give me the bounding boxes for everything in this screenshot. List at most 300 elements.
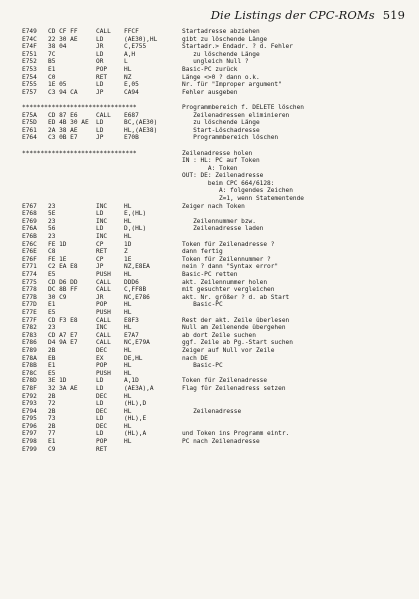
listing-row (22, 134, 407, 142)
listing-row (22, 256, 407, 264)
operand: NZ (124, 73, 132, 81)
listing-row (22, 347, 407, 355)
listing-row (22, 241, 407, 249)
listing-row (22, 225, 407, 233)
comment: Null am Zeilenende übergehen (182, 324, 286, 332)
operand: E7A7 (124, 331, 139, 339)
assembly-listing (22, 28, 407, 453)
address: E782 (22, 324, 37, 332)
hex-bytes: E5 (48, 369, 56, 377)
mnemonic: PUSH (96, 369, 111, 377)
operand: (AE30),HL (124, 35, 158, 43)
address: E793 (22, 400, 37, 408)
listing-row (22, 127, 407, 135)
hex-bytes: 38 04 (48, 43, 67, 51)
listing-row (22, 393, 407, 401)
comment: Programmbereich f. DELETE löschen (182, 103, 305, 111)
listing-row (22, 74, 407, 82)
comment: mit gesuchter vergleichen (182, 286, 275, 294)
hex-bytes: 2B (48, 346, 56, 354)
mnemonic: CALL (96, 111, 111, 119)
mnemonic: POP (96, 301, 108, 309)
listing-row (22, 58, 407, 66)
comment: Token für Zeilennummer ? (182, 255, 271, 263)
address: E774 (22, 271, 37, 278)
hex-bytes: 73 (48, 415, 56, 423)
comment (182, 423, 407, 431)
mnemonic: JP (96, 88, 104, 96)
hex-bytes: D4 9A E7 (48, 339, 78, 347)
operand: NZ,E8EA (124, 263, 150, 271)
listing-row (22, 180, 407, 188)
address: E768 (22, 210, 37, 218)
section-marker: ******************************* (22, 103, 137, 111)
mnemonic: DEC (96, 392, 108, 400)
operand: BC,(AE30) (124, 119, 158, 127)
listing-row (22, 279, 407, 287)
mnemonic: LD (96, 377, 104, 385)
comment: Basic-PC (182, 362, 223, 370)
listing-row (22, 286, 407, 294)
comment: zu löschende Länge (182, 50, 260, 58)
comment: Zeilenadressen eliminieren (182, 111, 290, 119)
listing-row (22, 203, 407, 211)
mnemonic: LD (96, 81, 104, 89)
hex-bytes: 2B (48, 422, 56, 430)
address: E771 (22, 263, 37, 271)
operand: (HL),A (124, 430, 147, 438)
address: E78C (22, 369, 37, 377)
hex-bytes: 3E 1D (48, 377, 67, 385)
mnemonic: LD (96, 384, 104, 392)
mnemonic: LD (96, 400, 104, 408)
listing-row (22, 377, 407, 385)
listing-row (22, 294, 407, 302)
listing-row (22, 339, 407, 347)
mnemonic: LD (96, 35, 104, 43)
comment: ungleich Null ? (182, 58, 249, 66)
address: E795 (22, 415, 37, 423)
comment: zu löschende Länge (182, 119, 260, 127)
hex-bytes: E1 (48, 438, 56, 446)
section-marker (22, 195, 182, 203)
comment: Token für Zeilenadresse ? (182, 240, 275, 248)
hex-bytes: 23 (48, 217, 56, 225)
comment: Länge <>0 ? dann o.k. (182, 73, 260, 81)
hex-bytes: FE 1D (48, 240, 67, 248)
hex-bytes: C8 (48, 248, 56, 256)
comment: OUT: DE: Zeilenadresse (182, 172, 264, 180)
listing-row (22, 43, 407, 51)
operand: D,(HL) (124, 225, 147, 233)
listing-row (22, 150, 407, 158)
address: E775 (22, 278, 37, 286)
section-marker (22, 180, 182, 188)
comment: Startadr.> Endadr. ? d. Fehler (182, 43, 293, 51)
comment (182, 400, 407, 408)
operand: HL (124, 346, 132, 354)
hex-bytes: B5 (48, 58, 56, 66)
mnemonic: CALL (96, 278, 111, 286)
operand: HL (124, 392, 132, 400)
comment: Zeilenadresse (182, 407, 242, 415)
comment: Zeilenadresse laden (182, 225, 264, 233)
operand: (AE3A),A (124, 384, 154, 392)
mnemonic: LD (96, 50, 104, 58)
address: E78F (22, 384, 37, 392)
listing-row (22, 233, 407, 241)
listing-row (22, 446, 407, 454)
hex-bytes: 23 (48, 324, 56, 332)
address: E78B (22, 362, 37, 370)
mnemonic: RET (96, 445, 108, 453)
listing-row (22, 301, 407, 309)
operand: HL (124, 407, 132, 415)
mnemonic: DEC (96, 407, 108, 415)
operand: HL (124, 324, 132, 332)
address: E783 (22, 331, 37, 339)
operand: E,(HL) (124, 210, 147, 218)
operand: DE,HL (124, 354, 143, 362)
comment: akt. Nr. größer ? d. ab Start (182, 293, 290, 301)
comment: Basic-PC (182, 301, 223, 309)
listing-row (22, 408, 407, 416)
listing-row (22, 309, 407, 317)
address: E767 (22, 202, 37, 210)
listing-row (22, 362, 407, 370)
listing-row (22, 438, 407, 446)
operand: E70B (124, 134, 139, 142)
address: E757 (22, 88, 37, 96)
address: E77F (22, 316, 37, 324)
hex-bytes: 7C (48, 50, 56, 58)
comment (182, 309, 407, 317)
address: E74C (22, 35, 37, 43)
listing-row (22, 317, 407, 325)
operand: (HL),D (124, 400, 147, 408)
listing-row (22, 370, 407, 378)
operand: E,05 (124, 81, 139, 89)
operand: DDD6 (124, 278, 139, 286)
listing-row (22, 415, 407, 423)
mnemonic: JP (96, 134, 104, 142)
comment: Zeilenadresse holen (182, 149, 253, 157)
comment: Zeilennummer bzw. (182, 217, 256, 225)
listing-row (22, 81, 407, 89)
hex-bytes: CD F3 E8 (48, 316, 78, 324)
hex-bytes: C0 (48, 73, 56, 81)
mnemonic: LD (96, 210, 104, 218)
listing-row (22, 423, 407, 431)
listing-row (22, 263, 407, 271)
mnemonic: INC (96, 233, 108, 241)
mnemonic: INC (96, 324, 108, 332)
comment (182, 233, 407, 241)
operand: Z (124, 248, 128, 256)
listing-row (22, 112, 407, 120)
comment: Basic-PC retten (182, 271, 238, 278)
hex-bytes: 22 30 AE (48, 35, 78, 43)
address: E798 (22, 438, 37, 446)
listing-row (22, 172, 407, 180)
hex-bytes: E5 (48, 271, 56, 278)
mnemonic: RET (96, 73, 108, 81)
address: E794 (22, 407, 37, 415)
hex-bytes: E1 (48, 65, 56, 73)
blank-line (22, 142, 407, 150)
operand: 1D (124, 240, 132, 248)
address: E752 (22, 58, 37, 66)
operand (124, 446, 182, 454)
address: E796 (22, 422, 37, 430)
comment: Z=1, wenn Statementende (182, 195, 305, 203)
mnemonic: OR (96, 58, 104, 66)
operand: HL (124, 301, 132, 309)
mnemonic: POP (96, 438, 108, 446)
address: E749 (22, 28, 37, 35)
section-marker: ******************************* (22, 149, 137, 157)
hex-bytes: C9 (48, 445, 56, 453)
listing-row (22, 324, 407, 332)
comment (182, 415, 407, 423)
listing-row (22, 28, 407, 36)
section-marker (22, 165, 182, 173)
mnemonic: LD (96, 225, 104, 233)
operand: HL (124, 422, 132, 430)
listing-row (22, 400, 407, 408)
listing-row (22, 165, 407, 173)
operand: NC,E79A (124, 339, 150, 347)
hex-bytes: 72 (48, 400, 56, 408)
operand: HL,(AE38) (124, 126, 158, 134)
comment (182, 446, 407, 454)
address: E753 (22, 65, 37, 73)
mnemonic: CP (96, 255, 104, 263)
hex-bytes: C2 EA E8 (48, 263, 78, 271)
listing-row (22, 271, 407, 279)
comment: ab dort Zeile suchen (182, 331, 256, 339)
address: E792 (22, 392, 37, 400)
address: E75A (22, 111, 37, 119)
mnemonic: CALL (96, 286, 111, 294)
listing-row (22, 355, 407, 363)
operand: NC,E786 (124, 293, 150, 301)
comment: nach DE (182, 354, 208, 362)
operand: C,E755 (124, 43, 147, 51)
address: E76F (22, 255, 37, 263)
comment: dann fertig (182, 248, 223, 256)
hex-bytes: 32 3A AE (48, 384, 78, 392)
operand: HL (124, 308, 132, 316)
comment: Zeiger auf Null vor Zeile (182, 346, 275, 354)
hex-bytes: 2A 38 AE (48, 126, 78, 134)
section-marker (22, 157, 182, 165)
address: E751 (22, 50, 37, 58)
listing-row (22, 36, 407, 44)
mnemonic: LD (96, 119, 104, 127)
address: E764 (22, 134, 37, 142)
comment: und Token ins Programm eintr. (182, 430, 290, 438)
comment (182, 393, 407, 401)
listing-row (22, 104, 407, 112)
hex-bytes: 1E 05 (48, 81, 67, 89)
operand: L (124, 58, 128, 66)
address: E761 (22, 126, 37, 134)
hex-bytes: 30 C9 (48, 293, 67, 301)
operand: A,H (124, 50, 136, 58)
running-title: Die Listings der CPC-ROMs (210, 8, 375, 22)
mnemonic: INC (96, 217, 108, 225)
hex-bytes: 2B (48, 392, 56, 400)
operand: HL (124, 271, 132, 278)
section-marker (22, 172, 182, 180)
address: E75D (22, 119, 37, 127)
address: E755 (22, 81, 37, 89)
mnemonic: JP (96, 263, 104, 271)
blank-line (22, 96, 407, 104)
page-number: 519 (382, 8, 405, 22)
comment: akt. Zeilennummer holen (182, 278, 268, 286)
listing-row (22, 119, 407, 127)
address: E778 (22, 286, 37, 294)
mnemonic: LD (96, 126, 104, 134)
operand: HL (124, 202, 132, 210)
hex-bytes: FE 1E (48, 255, 67, 263)
page-header (22, 8, 405, 22)
mnemonic: DEC (96, 422, 108, 430)
hex-bytes: E1 (48, 362, 56, 370)
mnemonic: LD (96, 430, 104, 438)
hex-bytes: ED 4B 30 AE (48, 119, 89, 127)
hex-bytes: CD CF FF (48, 28, 78, 35)
mnemonic: RET (96, 248, 108, 256)
comment: A: folgendes Zeichen (182, 187, 293, 195)
comment: PC nach Zeilenadresse (182, 438, 260, 446)
listing-row (22, 187, 407, 195)
comment: beim CPC 664/6128: (182, 179, 275, 187)
listing-row (22, 210, 407, 218)
mnemonic: CALL (96, 331, 111, 339)
address: E74F (22, 43, 37, 51)
operand: 1E (124, 255, 132, 263)
address: E799 (22, 445, 37, 453)
address: E769 (22, 217, 37, 225)
address: E78D (22, 377, 37, 385)
hex-bytes: 77 (48, 430, 56, 438)
listing-row (22, 195, 407, 203)
address: E797 (22, 430, 37, 438)
hex-bytes: 23 (48, 233, 56, 241)
mnemonic: CALL (96, 316, 111, 324)
comment: Startadresse abziehen (182, 28, 260, 35)
comment: Zeiger nach Token (182, 202, 245, 210)
comment: A: Token (182, 164, 238, 172)
operand: HL (124, 369, 132, 377)
comment: Flag für Zeilenadress setzen (182, 384, 286, 392)
comment (182, 370, 407, 378)
mnemonic: CALL (96, 339, 111, 347)
comment: Basic-PC zurück (182, 65, 238, 73)
hex-bytes: CD D6 DD (48, 278, 78, 286)
mnemonic: INC (96, 202, 108, 210)
address: E786 (22, 339, 37, 347)
comment: Nr. für "Improper argument" (182, 81, 282, 89)
mnemonic: JR (96, 293, 104, 301)
address: E78A (22, 354, 37, 362)
address: E754 (22, 73, 37, 81)
operand: HL (124, 438, 132, 446)
listing-row (22, 385, 407, 393)
address: E76E (22, 248, 37, 256)
comment: Rest der akt. Zeile überlesen (182, 316, 290, 324)
hex-bytes: CD A7 E7 (48, 331, 78, 339)
hex-bytes: 2B (48, 407, 56, 415)
hex-bytes: 23 (48, 202, 56, 210)
mnemonic: PUSH (96, 308, 111, 316)
hex-bytes: C3 0B E7 (48, 134, 78, 142)
hex-bytes: E5 (48, 308, 56, 316)
operand: (HL),E (124, 415, 147, 423)
section-marker (22, 187, 182, 195)
operand: E687 (124, 111, 139, 119)
listing-row (22, 218, 407, 226)
hex-bytes: EB (48, 354, 56, 362)
listing-row (22, 89, 407, 97)
comment (182, 210, 407, 218)
listing-row (22, 430, 407, 438)
mnemonic: POP (96, 362, 108, 370)
mnemonic: JR (96, 43, 104, 51)
listing-row (22, 332, 407, 340)
listing-row (22, 51, 407, 59)
mnemonic: CALL (96, 28, 111, 35)
comment: IN : HL: PC auf Token (182, 157, 260, 165)
listing-row (22, 248, 407, 256)
operand: HL (124, 217, 132, 225)
mnemonic: POP (96, 65, 108, 73)
hex-bytes: DC 8B FF (48, 286, 78, 294)
operand: E8F3 (124, 316, 139, 324)
operand: A,1D (124, 377, 139, 385)
comment: Fehler ausgeben (182, 88, 238, 96)
comment: Programmbereich löschen (182, 134, 279, 142)
comment: gibt zu löschende Länge (182, 35, 268, 43)
mnemonic: EX (96, 354, 104, 362)
listing-row (22, 66, 407, 74)
listing-row (22, 157, 407, 165)
hex-bytes: 56 (48, 225, 56, 233)
address: E789 (22, 346, 37, 354)
operand: CA94 (124, 88, 139, 96)
mnemonic: DEC (96, 346, 108, 354)
mnemonic: LD (96, 415, 104, 423)
address: E77E (22, 308, 37, 316)
address: E77D (22, 301, 37, 309)
hex-bytes: CD 87 E6 (48, 111, 78, 119)
comment: Start-Löschadresse (182, 126, 260, 134)
address: E76C (22, 240, 37, 248)
comment: ggf. Zeile ab Pg.-Start suchen (182, 339, 293, 347)
operand: C,FF8B (124, 286, 147, 294)
hex-bytes: E1 (48, 301, 56, 309)
mnemonic: PUSH (96, 271, 111, 278)
mnemonic: CP (96, 240, 104, 248)
hex-bytes: C3 94 CA (48, 88, 78, 96)
comment: Token für Zeilenadresse (182, 377, 268, 385)
operand: HL (124, 233, 132, 241)
operand: HL (124, 65, 132, 73)
hex-bytes: 5E (48, 210, 56, 218)
